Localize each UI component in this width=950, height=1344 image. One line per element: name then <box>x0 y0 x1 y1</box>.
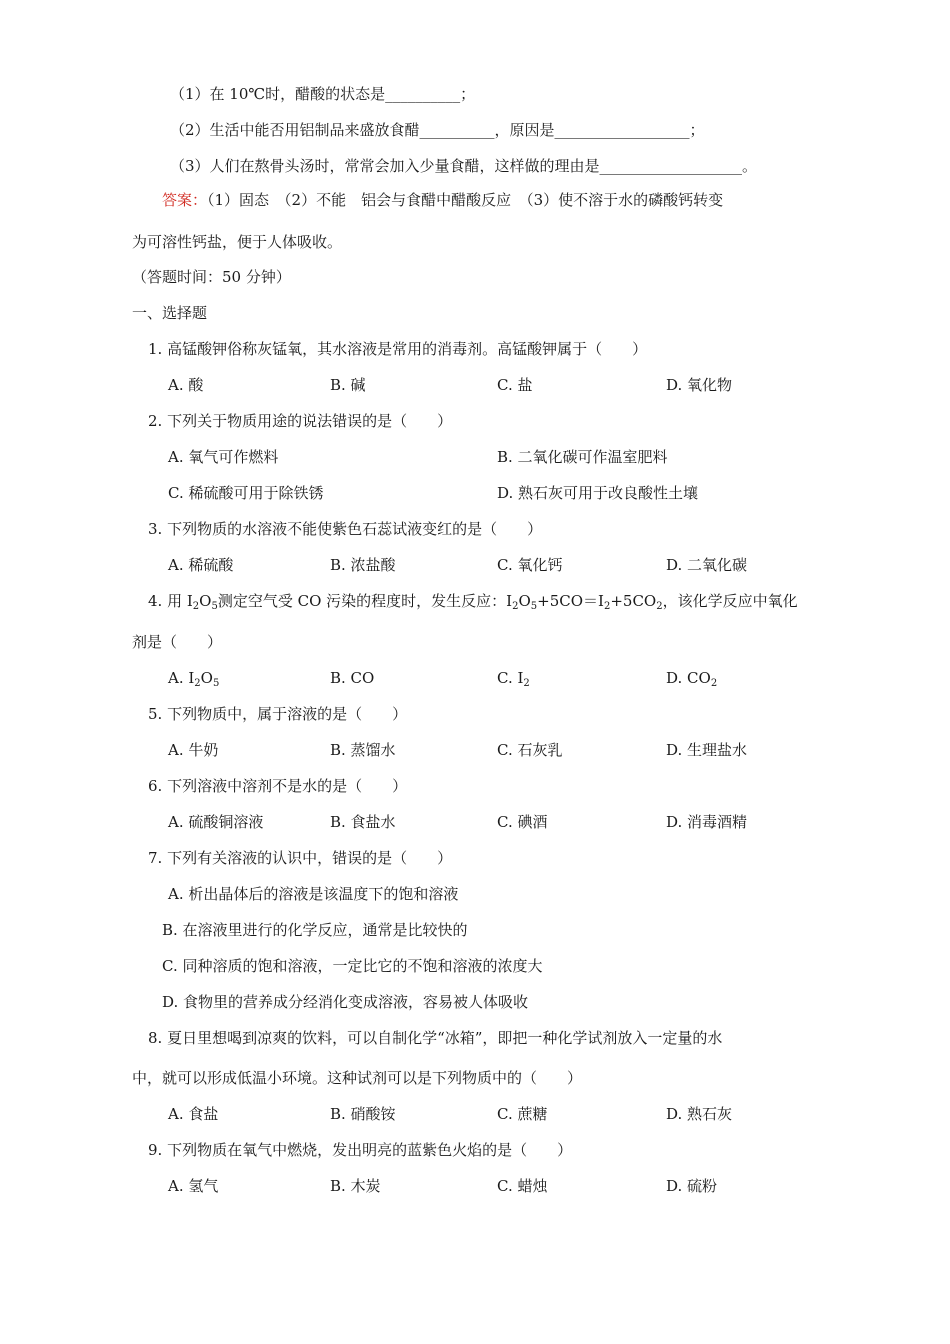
question-8-stem: 8. 夏日里想喝到凉爽的饮料，可以自制化学“冰箱”，即把一种化学试剂放入一定量的水 <box>148 1029 723 1047</box>
prior-question-2: （2）生活中能否用铝制品来盛放食醋__________，原因是__________________； <box>170 121 705 139</box>
q4-option-c[interactable]: C. $I_2$ <box>497 669 530 689</box>
q1-option-c[interactable]: C. 盐 <box>497 376 533 394</box>
q6-option-a[interactable]: A. 硫酸铜溶液 <box>168 813 264 831</box>
answer-label: 答案： <box>162 191 208 209</box>
answer-text-1: （1）固态 （2）不能 铝会与食醋中醋酸反应 （3）使不溶于水的磷酸钙转变 <box>207 191 724 209</box>
q3-option-b[interactable]: B. 浓盐酸 <box>330 556 396 574</box>
q4-option-a[interactable]: A. $I_2O_5$ <box>168 669 220 689</box>
question-2-stem: 2. 下列关于物质用途的说法错误的是（ ） <box>148 412 453 430</box>
q3-option-c[interactable]: C. 氧化钙 <box>497 556 563 574</box>
time-note: （答题时间：50 分钟） <box>132 268 291 286</box>
question-6-stem: 6. 下列溶液中溶剂不是水的是（ ） <box>148 777 408 795</box>
answer-line-2: 为可溶性钙盐，便于人体吸收。 <box>132 233 343 251</box>
q6-option-c[interactable]: C. 碘酒 <box>497 813 548 831</box>
q6-option-d[interactable]: D. 消毒酒精 <box>666 813 748 831</box>
q7-option-b[interactable]: B. 在溶液里进行的化学反应，通常是比较快的 <box>162 921 468 939</box>
q8-option-b[interactable]: B. 硝酸铵 <box>330 1105 396 1123</box>
q2-option-d[interactable]: D. 熟石灰可用于改良酸性土壤 <box>497 484 699 502</box>
q3-option-d[interactable]: D. 二氧化碳 <box>666 556 748 574</box>
q1-option-d[interactable]: D. 氧化物 <box>666 376 733 394</box>
q4-option-d[interactable]: D. $CO_2$ <box>666 669 718 689</box>
q5-option-d[interactable]: D. 生理盐水 <box>666 741 748 759</box>
q4-option-b[interactable]: B. CO <box>330 669 375 687</box>
q8-option-d[interactable]: D. 熟石灰 <box>666 1105 733 1123</box>
q7-option-a[interactable]: A. 析出晶体后的溶液是该温度下的饱和溶液 <box>168 885 459 903</box>
q9-option-b[interactable]: B. 木炭 <box>330 1177 381 1195</box>
q7-option-c[interactable]: C. 同种溶质的饱和溶液，一定比它的不饱和溶液的浓度大 <box>162 957 543 975</box>
q2-option-b[interactable]: B. 二氧化碳可作温室肥料 <box>497 448 668 466</box>
q6-option-b[interactable]: B. 食盐水 <box>330 813 396 831</box>
question-5-stem: 5. 下列物质中，属于溶液的是（ ） <box>148 705 408 723</box>
section-title: 一、选择题 <box>132 304 208 322</box>
prior-question-3: （3）人们在熬骨头汤时，常常会加入少量食醋，这样做的理由是___________________。 <box>170 157 758 175</box>
q2-option-c[interactable]: C. 稀硫酸可用于除铁锈 <box>168 484 324 502</box>
question-3-stem: 3. 下列物质的水溶液不能使紫色石蕊试液变红的是（ ） <box>148 520 543 538</box>
q7-option-d[interactable]: D. 食物里的营养成分经消化变成溶液，容易被人体吸收 <box>162 993 529 1011</box>
q8-option-c[interactable]: C. 蔗糖 <box>497 1105 548 1123</box>
answer-line-1 <box>162 190 723 210</box>
question-4-stem-cont: 剂是（ ） <box>132 633 223 651</box>
q9-option-d[interactable]: D. 硫粉 <box>666 1177 718 1195</box>
q5-option-b[interactable]: B. 蒸馏水 <box>330 741 396 759</box>
q9-option-a[interactable]: A. 氢气 <box>168 1177 219 1195</box>
q1-option-a[interactable]: A. 酸 <box>168 376 204 394</box>
q5-option-a[interactable]: A. 牛奶 <box>168 741 219 759</box>
question-1-stem: 1. 高锰酸钾俗称灰锰氧，其水溶液是常用的消毒剂。高锰酸钾属于（ ） <box>148 340 648 358</box>
q1-option-b[interactable]: B. 碱 <box>330 376 366 394</box>
q8-option-a[interactable]: A. 食盐 <box>168 1105 219 1123</box>
q3-option-a[interactable]: A. 稀硫酸 <box>168 556 234 574</box>
q5-option-c[interactable]: C. 石灰乳 <box>497 741 563 759</box>
question-4-stem: 4. 用 $I_2O_5$测定空气受 CO 污染的程度时，发生反应：$I_2O_5+5CO=I_2+5CO_2$，该化学反应中氧化 <box>148 592 798 612</box>
question-8-stem-cont: 中，就可以形成低温小环境。这种试剂可以是下列物质中的（ ） <box>132 1069 583 1087</box>
q9-option-c[interactable]: C. 蜡烛 <box>497 1177 548 1195</box>
question-9-stem: 9. 下列物质在氧气中燃烧，发出明亮的蓝紫色火焰的是（ ） <box>148 1141 573 1159</box>
question-7-stem: 7. 下列有关溶液的认识中，错误的是（ ） <box>148 849 453 867</box>
q2-option-a[interactable]: A. 氧气可作燃料 <box>168 448 279 466</box>
prior-question-1: （1）在 10℃时，醋酸的状态是__________； <box>170 85 476 103</box>
